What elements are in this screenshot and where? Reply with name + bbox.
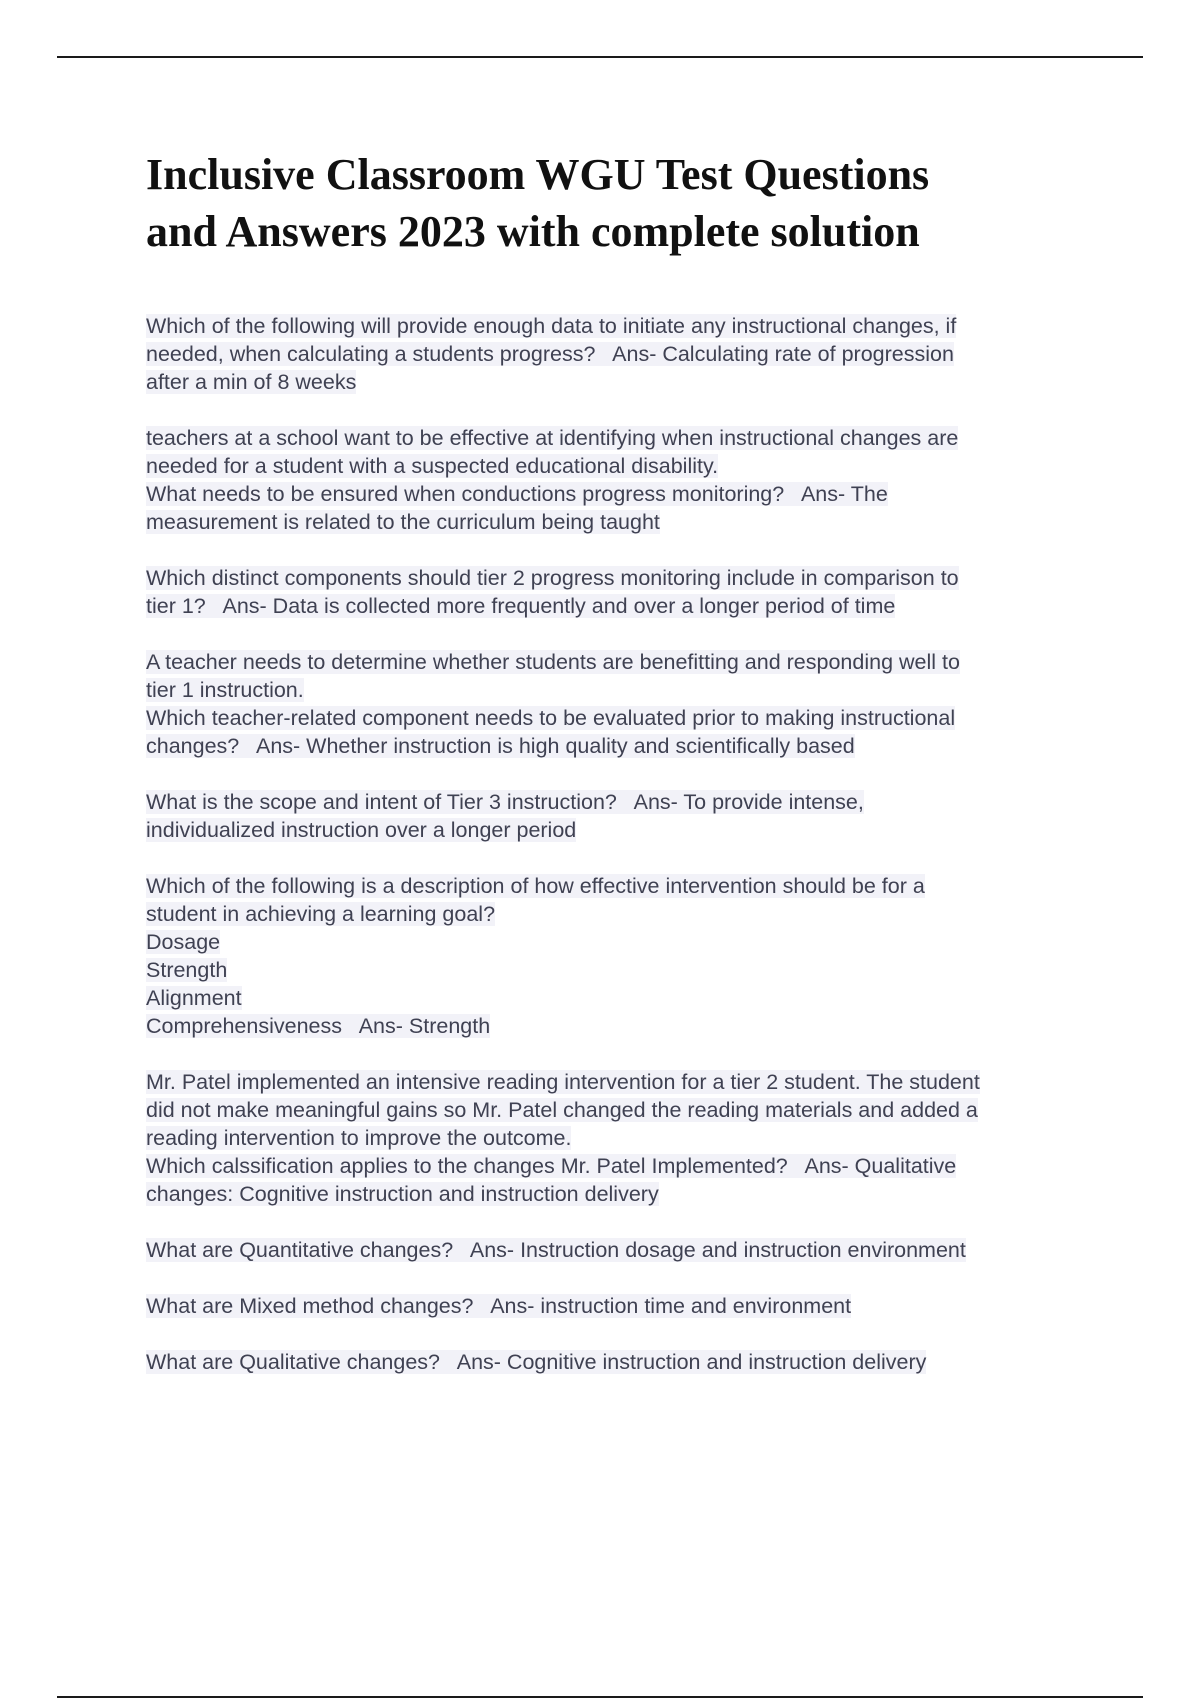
qa-text-line: What are Qualitative changes? Ans- Cognitive instruction and instruction delivery <box>146 1350 927 1374</box>
qa-item <box>146 1236 1096 1264</box>
top-divider <box>57 56 1143 58</box>
qa-item <box>146 788 1096 844</box>
qa-text-line: A teacher needs to determine whether students are benefitting and responding well to <box>146 650 960 674</box>
qa-text-line: Which calssification applies to the changes Mr. Patel Implemented? Ans- Qualitative <box>146 1154 957 1178</box>
qa-list <box>146 312 1096 1404</box>
qa-text-line: What are Quantitative changes? Ans- Instruction dosage and instruction environment <box>146 1238 966 1262</box>
page-title <box>146 146 1106 260</box>
qa-item <box>146 564 1096 620</box>
qa-text-line: Which of the following is a description of how effective intervention should be for a <box>146 874 925 898</box>
qa-text-line: Strength <box>146 958 228 982</box>
qa-text-line: What is the scope and intent of Tier 3 instruction? Ans- To provide intense, <box>146 790 864 814</box>
qa-item <box>146 1348 1096 1376</box>
bottom-divider <box>57 1696 1143 1698</box>
qa-item <box>146 1292 1096 1320</box>
qa-text-line: individualized instruction over a longer period <box>146 818 577 842</box>
qa-text-line: needed for a student with a suspected educational disability. <box>146 454 719 478</box>
qa-text-line: needed, when calculating a students progress? Ans- Calculating rate of progression <box>146 342 954 366</box>
qa-item <box>146 424 1096 536</box>
qa-text-line: tier 1 instruction. <box>146 678 304 702</box>
qa-text-line: Dosage <box>146 930 221 954</box>
qa-text-line: student in achieving a learning goal? <box>146 902 496 926</box>
qa-text-line: changes: Cognitive instruction and instruction delivery <box>146 1182 659 1206</box>
qa-text-line: reading intervention to improve the outcome. <box>146 1126 572 1150</box>
title-line: Inclusive Classroom WGU Test Questions <box>146 150 930 199</box>
qa-text-line: after a min of 8 weeks <box>146 370 357 394</box>
qa-text-line: What are Mixed method changes? Ans- instruction time and environment <box>146 1294 852 1318</box>
qa-text-line: Which of the following will provide enough data to initiate any instructional changes, if <box>146 314 957 338</box>
qa-text-line: did not make meaningful gains so Mr. Patel changed the reading materials and added a <box>146 1098 978 1122</box>
qa-item <box>146 312 1096 396</box>
qa-text-line: tier 1? Ans- Data is collected more frequently and over a longer period of time <box>146 594 896 618</box>
qa-item <box>146 1068 1096 1208</box>
qa-text-line: teachers at a school want to be effective at identifying when instructional changes are <box>146 426 959 450</box>
qa-text-line: What needs to be ensured when conductions progress monitoring? Ans- The <box>146 482 888 506</box>
qa-text-line: Which teacher-related component needs to be evaluated prior to making instructional <box>146 706 956 730</box>
qa-text-line: Comprehensiveness Ans- Strength <box>146 1014 491 1038</box>
qa-item <box>146 648 1096 760</box>
qa-text-line: measurement is related to the curriculum being taught <box>146 510 660 534</box>
qa-item <box>146 872 1096 1040</box>
qa-text-line: changes? Ans- Whether instruction is high quality and scientifically based <box>146 734 855 758</box>
qa-text-line: Which distinct components should tier 2 progress monitoring include in comparison to <box>146 566 959 590</box>
title-line: and Answers 2023 with complete solution <box>146 207 920 256</box>
qa-text-line: Alignment <box>146 986 242 1010</box>
qa-text-line: Mr. Patel implemented an intensive reading intervention for a tier 2 student. The student <box>146 1070 980 1094</box>
